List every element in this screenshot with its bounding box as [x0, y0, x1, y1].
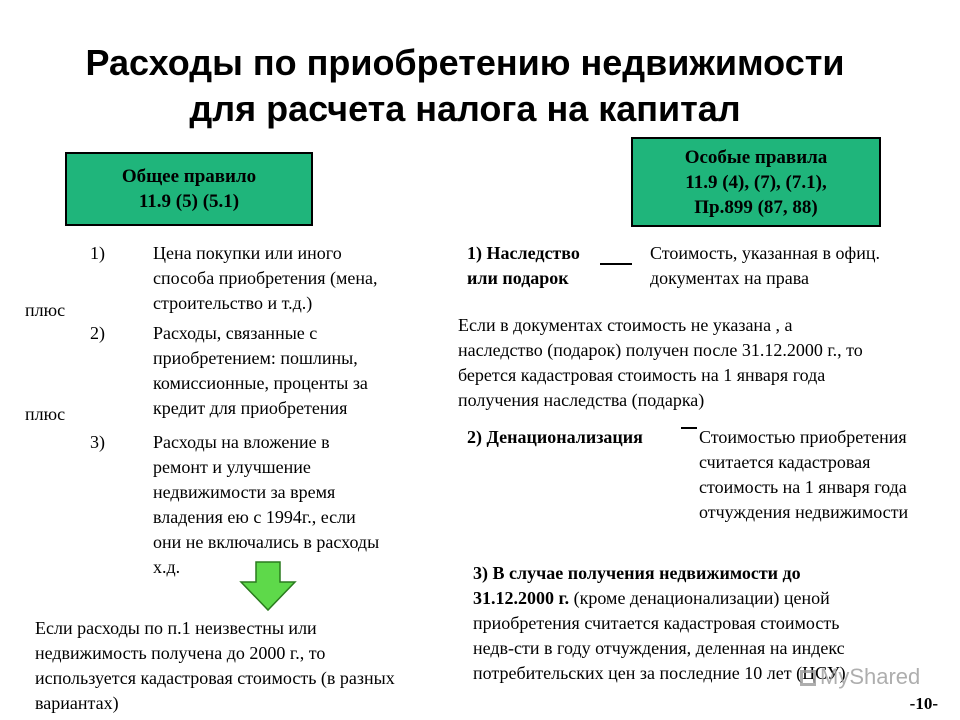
left-footer-line: Если расходы по п.1 неизвестны или	[35, 618, 317, 638]
right-item-3-line: недв-сти в году отчуждения, деленная на индекс	[473, 638, 845, 658]
right-item-3	[473, 561, 846, 686]
left-item-1-line: Цена покупки или иного	[153, 243, 342, 263]
left-item-3-number: 3)	[90, 432, 105, 452]
left-item-3-line: они не включались в расходы	[153, 532, 380, 552]
special-rules-title: Особые правила	[684, 146, 828, 168]
right-item-1-label-line: 1) Наследство	[467, 243, 580, 263]
right-item-1-note-line: наследство (подарок) получен после 31.12.2000 г., то	[458, 340, 863, 360]
right-item-3-heading: 3) В случае получения недвижимости до	[473, 563, 801, 583]
connector-line-2	[681, 427, 697, 429]
left-item-3-line: Расходы на вложение в	[153, 432, 330, 452]
special-rules-reference-2: Пр.899 (87, 88)	[694, 196, 818, 218]
plus-label-2: плюс	[25, 404, 66, 424]
right-item-1-text	[650, 241, 880, 291]
left-item-3-line: недвижимости за время	[153, 482, 336, 502]
right-item-2-label: 2) Денационализация	[467, 427, 643, 447]
left-footer-line: недвижимость получена до 2000 г., то	[35, 643, 326, 663]
left-item-1-line: способа приобретения (мена,	[153, 268, 378, 288]
right-item-2-text	[699, 425, 908, 525]
left-item-1-text	[153, 241, 378, 316]
right-item-3-line-2	[473, 586, 846, 611]
right-item-1-note-line: получения наследства (подарка)	[458, 390, 705, 410]
right-item-1-note	[458, 313, 863, 413]
left-item-3-line: х.д.	[153, 557, 181, 577]
left-item-3-line: ремонт и улучшение	[153, 457, 311, 477]
left-item-3-line: владения ею с 1994г., если	[153, 507, 356, 527]
special-rules-reference-1: 11.9 (4), (7), (7.1),	[685, 171, 827, 193]
left-item-2-text	[153, 321, 368, 421]
down-arrow-icon	[238, 560, 298, 612]
right-item-2-text-line: считается кадастровая	[699, 452, 871, 472]
slide-title	[0, 40, 930, 132]
title-line-2: для расчета налога на капитал	[189, 88, 741, 129]
left-footer-line: вариантах)	[35, 693, 119, 713]
right-item-1-text-line: Стоимость, указанная в офиц.	[650, 243, 880, 263]
left-footer-line: используется кадастровая стоимость (в разных	[35, 668, 395, 688]
watermark	[800, 664, 920, 690]
right-item-2-text-line: Стоимостью приобретения	[699, 427, 907, 447]
connector-line-1	[600, 263, 632, 265]
right-item-2-text-line: отчуждения недвижимости	[699, 502, 909, 522]
right-item-3-line: потребительских цен за последние 10 лет (ЦСУ)	[473, 663, 846, 683]
special-rules-box	[631, 137, 881, 227]
right-item-3-line-2-rest: (кроме денационализации) ценой	[569, 588, 830, 608]
left-item-1-number: 1)	[90, 243, 105, 263]
left-item-2-line: приобретением: пошлины,	[153, 348, 358, 368]
page-number: -10-	[909, 694, 938, 713]
left-item-2-line: комиссионные, проценты за	[153, 373, 368, 393]
right-item-3-line: приобретения считается кадастровая стоимость	[473, 613, 840, 633]
right-item-1-label	[467, 241, 580, 291]
right-item-1-note-line: берется кадастровая стоимость на 1 января года	[458, 365, 826, 385]
general-rule-title: Общее правило	[121, 166, 257, 187]
general-rule-reference: 11.9 (5) (5.1)	[138, 191, 240, 212]
right-item-1-note-line: Если в документах стоимость не указана , а	[458, 315, 793, 335]
left-item-2-number: 2)	[90, 323, 105, 343]
plus-label-1: плюс	[25, 300, 66, 320]
left-item-2-line: Расходы, связанные с	[153, 323, 318, 343]
general-rule-box	[65, 152, 313, 226]
left-item-2-line: кредит для приобретения	[153, 398, 348, 418]
left-footer-note	[35, 616, 395, 716]
right-item-1-label-line: или подарок	[467, 268, 569, 288]
watermark-logo-icon	[800, 670, 816, 686]
left-item-3-text	[153, 430, 379, 580]
right-item-1-text-line: документах на права	[650, 268, 809, 288]
title-line-1: Расходы по приобретению недвижимости	[85, 42, 845, 83]
right-item-2-text-line: стоимость на 1 января года	[699, 477, 907, 497]
watermark-text: MyShared	[820, 664, 921, 689]
right-item-3-date: 31.12.2000 г.	[473, 588, 570, 608]
left-item-1-line: строительство и т.д.)	[153, 293, 313, 313]
